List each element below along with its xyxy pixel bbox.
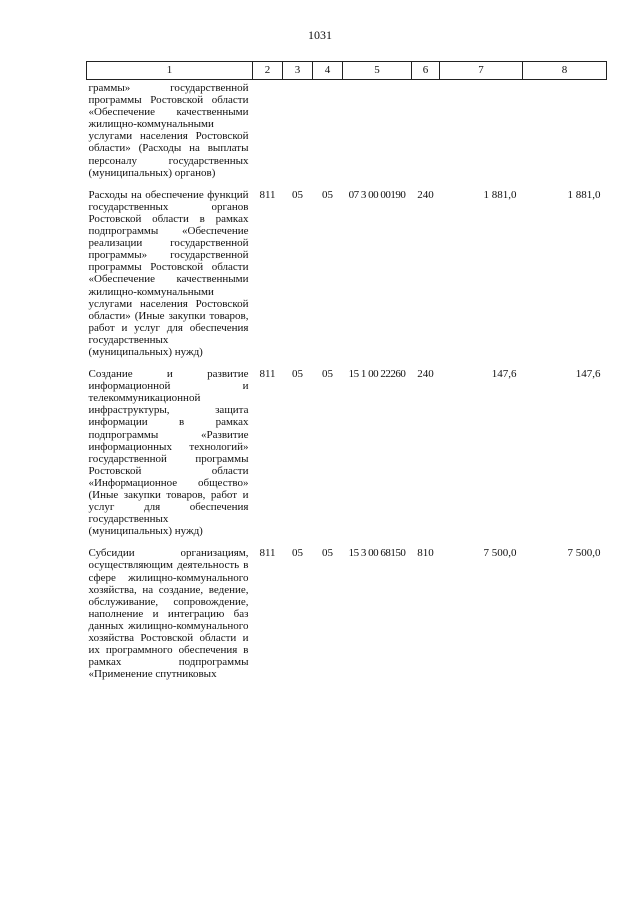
- subsection-code: 05: [322, 547, 333, 560]
- amount-year-2: 7 500,0: [567, 547, 601, 560]
- budget-table: [86, 61, 607, 680]
- page-number: 1031: [308, 28, 332, 42]
- ministry-code: 811: [259, 368, 276, 381]
- section-code: 05: [292, 188, 303, 201]
- row-description: Создание и развитие информационной и телекоммуникационной инфраструктуры, защита информации в рамках подпрограммы «Развитие информационных технологий» государственной программы Ростовской области «Информационное общество» (Иные закупки товаров, работ и услуг для обеспечения государственных (муниципальных) нужд): [88, 368, 249, 538]
- column-header: 8: [523, 62, 607, 80]
- expense-type-code: 240: [417, 368, 434, 381]
- subsection-code: [313, 80, 343, 179]
- amount-year-2: 147,6: [575, 368, 601, 381]
- amount-year-1: 7 500,0: [483, 547, 517, 560]
- table-row: [87, 358, 607, 537]
- amount-year-2: [523, 80, 607, 179]
- section-code: 05: [292, 547, 303, 560]
- amount-year-1: [440, 80, 523, 179]
- row-description: граммы» государственной программы Ростовской области «Обеспечение качественными жилищно-коммунальными услугами населения Ростовской области» (Расходы на выплаты персоналу государственных (муниципальных) органов): [88, 82, 249, 179]
- section-code: 05: [292, 368, 303, 381]
- table-header-row: [87, 62, 607, 80]
- target-article-code: 15 3 00 68150: [348, 547, 406, 560]
- target-article-code: [343, 80, 412, 179]
- ministry-code: [253, 80, 283, 179]
- target-article-code: 07 3 00 00190: [348, 188, 406, 201]
- expense-type-code: [412, 80, 440, 179]
- column-header: 5: [343, 62, 412, 80]
- column-header: 7: [440, 62, 523, 80]
- row-description: Субсидии организациям, осуществляющим деятельность в сфере жилищно-коммунального хозяйства, на создание, ведение, обслуживание, сопровождение, наполнение и интеграцию баз данных жилищно-коммунального хозяйства Ростовской области и их программного обеспечения в рамках подпрограммы «Применение спутниковых: [88, 547, 249, 681]
- amount-year-2: 1 881,0: [567, 188, 601, 201]
- expense-type-code: 240: [417, 188, 434, 201]
- target-article-code: 15 1 00 22260: [348, 368, 406, 381]
- amount-year-1: 1 881,0: [483, 188, 517, 201]
- expense-type-code: 810: [417, 547, 434, 560]
- column-header: 6: [412, 62, 440, 80]
- column-header: 2: [253, 62, 283, 80]
- amount-year-1: 147,6: [491, 368, 517, 381]
- subsection-code: 05: [322, 368, 333, 381]
- row-description: Расходы на обеспечение функций государственных органов Ростовской области в рамках подпрограммы «Обеспечение реализации государственной программы» государственной программы Ростовской области «Обеспечение качественными жилищно-коммунальными услугами населения Ростовской области» (Иные закупки товаров, работ и услуг для обеспечения государственных (муниципальных) нужд): [88, 188, 249, 358]
- subsection-code: 05: [322, 188, 333, 201]
- section-code: [283, 80, 313, 179]
- ministry-code: 811: [259, 547, 276, 560]
- table-row: [87, 80, 607, 179]
- ministry-code: 811: [259, 188, 276, 201]
- table-row: [87, 179, 607, 358]
- column-header: 1: [87, 62, 253, 80]
- table-row: [87, 537, 607, 680]
- column-header: 3: [283, 62, 313, 80]
- column-header: 4: [313, 62, 343, 80]
